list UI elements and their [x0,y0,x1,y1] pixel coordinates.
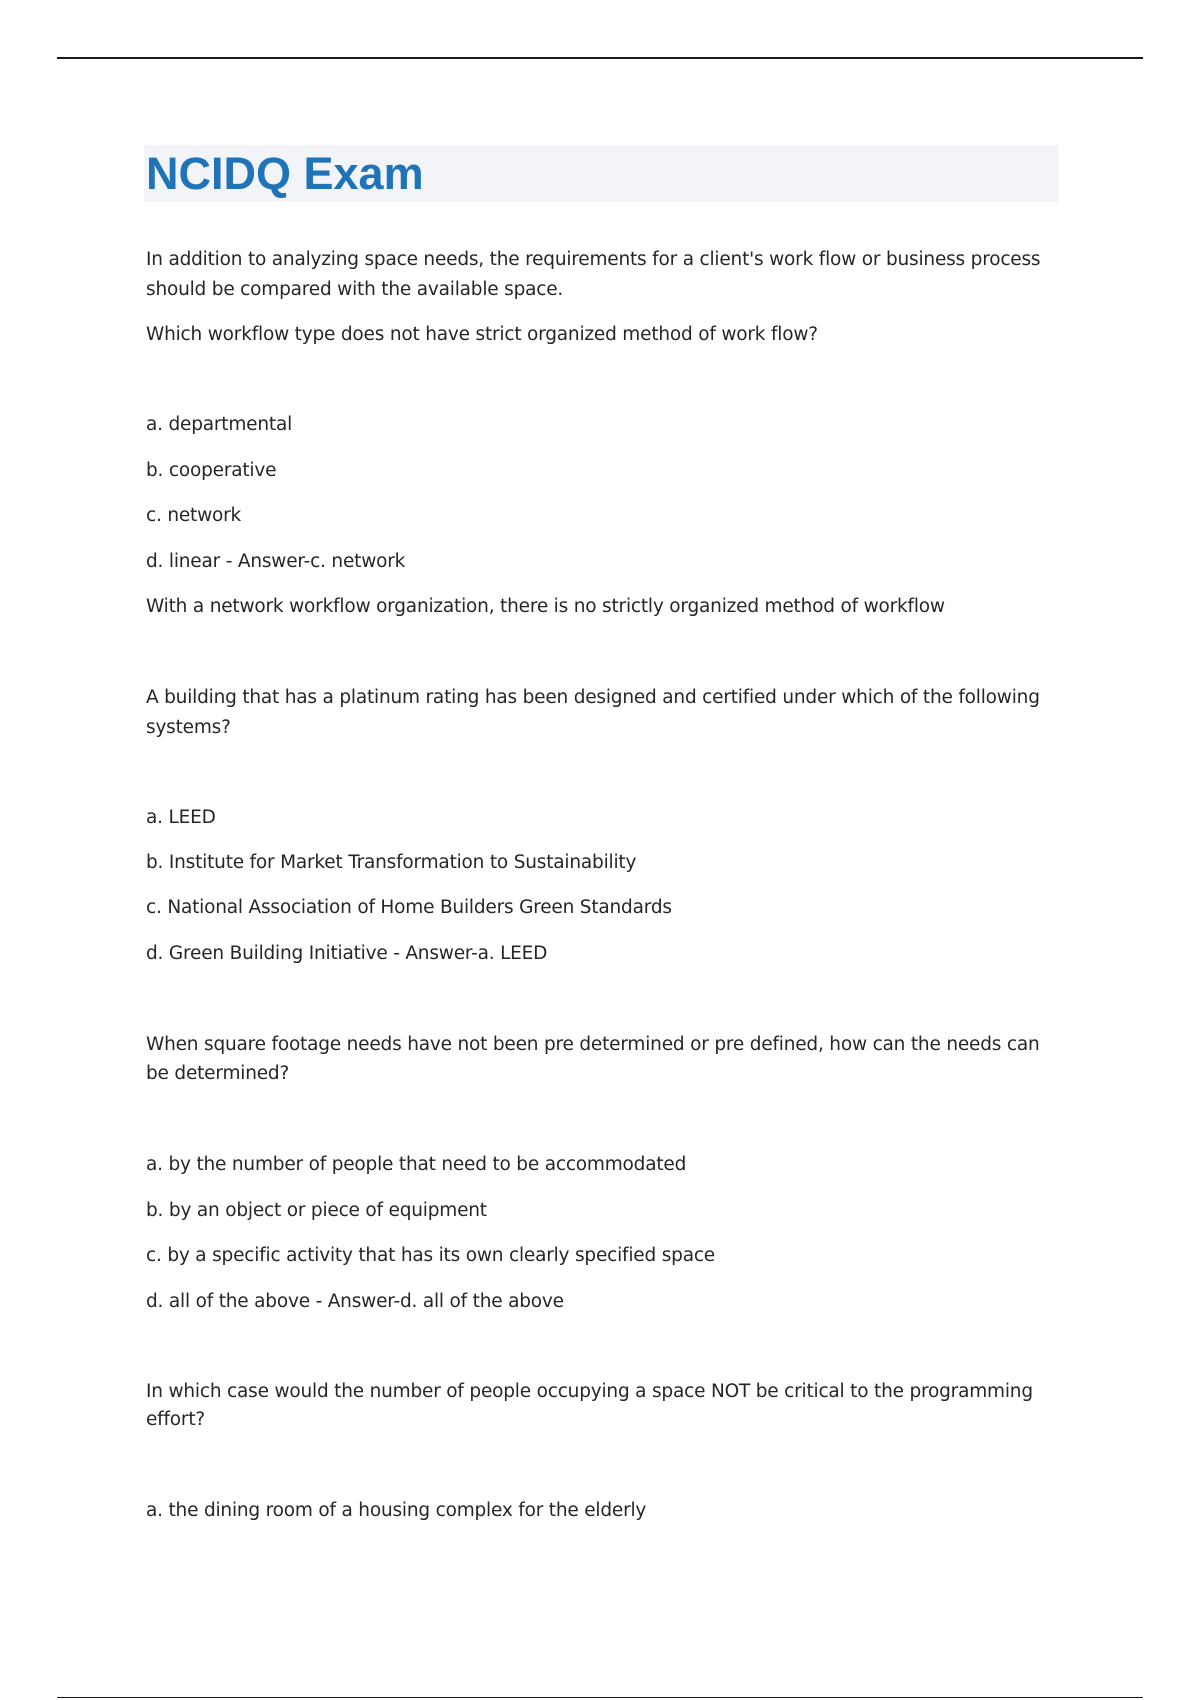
q2-option-b: b. Institute for Market Transformation to Sustainability [146,852,637,873]
q2-option-d-answer: d. Green Building Initiative - Answer-a. LEED [146,943,548,964]
q1-intro-line-2: should be compared with the available space. [146,279,564,300]
q4-option-a: a. the dining room of a housing complex for the elderly [146,1500,647,1521]
q1-question: Which workflow type does not have strict organized method of work flow? [146,324,818,345]
q3-option-c: c. by a specific activity that has its own clearly specified space [146,1245,715,1266]
q2-option-c: c. National Association of Home Builders Green Standards [146,897,672,918]
q1-option-b: b. cooperative [146,460,277,481]
top-rule [57,57,1143,59]
q2-question-line-2: systems? [146,717,231,738]
q1-option-d-answer: d. linear - Answer-c. network [146,551,406,572]
q3-question-line-1: When square footage needs have not been pre determined or pre defined, how can the needs can [146,1034,1040,1055]
q3-option-a: a. by the number of people that need to be accommodated [146,1154,687,1175]
q1-option-c: c. network [146,505,242,526]
q3-option-d-answer: d. all of the above - Answer-d. all of the above [146,1291,564,1312]
q4-question-line-1: In which case would the number of people occupying a space NOT be critical to the programming [146,1381,1033,1402]
q4-question-line-2: effort? [146,1409,206,1430]
q1-intro-line-1: In addition to analyzing space needs, the requirements for a client's work flow or business process [146,249,1041,270]
page-title: NCIDQ Exam [146,148,424,199]
q2-question-line-1: A building that has a platinum rating has been designed and certified under which of the following [146,687,1040,708]
q1-explanation: With a network workflow organization, there is no strictly organized method of workflow [146,596,945,617]
bottom-rule [57,1697,1143,1698]
q2-option-a: a. LEED [146,807,216,828]
q1-option-a: a. departmental [146,414,293,435]
q3-question-line-2: be determined? [146,1063,290,1084]
q3-option-b: b. by an object or piece of equipment [146,1200,487,1221]
